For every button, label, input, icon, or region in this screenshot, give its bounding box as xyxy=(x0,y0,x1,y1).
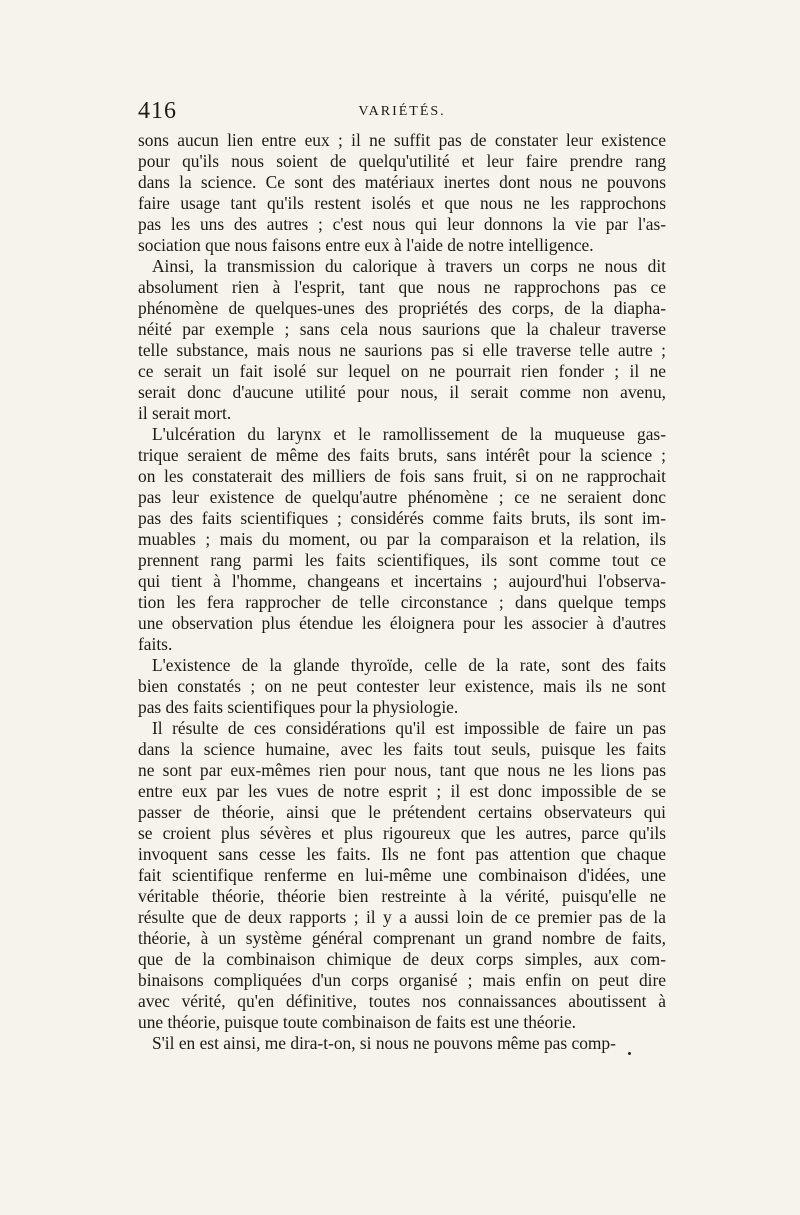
text-line: faire usage tant qu'ils restent isolés et que nous ne les rapprochons xyxy=(138,193,666,213)
page-number: 416 xyxy=(138,98,177,124)
paragraph xyxy=(138,1033,666,1054)
paragraph xyxy=(138,655,666,718)
text-line: avec vérité, qu'en définitive, toutes nos connaissances aboutissent à xyxy=(138,991,666,1011)
text-line: L'ulcération du larynx et le ramollissement de la muqueuse gas- xyxy=(152,424,666,444)
text-line: résulte que de deux rapports ; il y a aussi loin de ce premier pas de la xyxy=(138,907,666,927)
text-line: passer de théorie, ainsi que le prétendent certains observateurs qui xyxy=(138,802,666,822)
text-line: pas les uns des autres ; c'est nous qui leur donnons la vie par l'as- xyxy=(138,214,666,234)
text-line: pas des faits scientifiques pour la physiologie. xyxy=(138,697,459,717)
text-line: dans la science humaine, avec les faits tout seuls, puisque les faits xyxy=(138,739,666,759)
text-line: sociation que nous faisons entre eux à l'aide de notre intelligence. xyxy=(138,235,594,255)
text-line: qui tient à l'homme, changeans et incertains ; aujourd'hui l'observa- xyxy=(138,571,666,591)
text-line: pas leur existence de quelqu'autre phénomène ; ce ne seraient donc xyxy=(138,487,666,507)
text-line: phénomène de quelques-unes des propriétés des corps, de la diapha- xyxy=(138,298,666,318)
text-line: il serait mort. xyxy=(138,403,232,423)
text-line: véritable théorie, théorie bien restreinte à la vérité, puisqu'elle ne xyxy=(138,886,666,906)
text-line: se croient plus sévères et plus rigoureux que les autres, parce qu'ils xyxy=(138,823,666,843)
page-header xyxy=(138,96,666,126)
text-line: L'existence de la glande thyroïde, celle de la rate, sont des faits xyxy=(152,655,666,675)
text-line: une théorie, puisque toute combinaison de faits est une théorie. xyxy=(138,1012,577,1032)
text-line: dans la science. Ce sont des matériaux inertes dont nous ne pouvons xyxy=(138,172,666,192)
paragraph xyxy=(138,718,666,1033)
text-line: fait scientifique renferme en lui-même une combinaison d'idées, une xyxy=(138,865,666,885)
text-line: ne sont par eux-mêmes rien pour nous, tant que nous ne les lions pas xyxy=(138,760,666,780)
paragraph xyxy=(138,130,666,256)
text-line: trique seraient de même des faits bruts, sans intérêt pour la science ; xyxy=(138,445,666,465)
body-text xyxy=(138,130,666,1054)
print-mark xyxy=(628,1052,631,1055)
text-line: sons aucun lien entre eux ; il ne suffit pas de constater leur existence xyxy=(138,130,666,150)
text-line: pas des faits scientifiques ; considérés comme faits bruts, ils sont im- xyxy=(138,508,666,528)
text-line: on les constaterait des milliers de fois sans fruit, si on ne rapprochait xyxy=(138,466,666,486)
text-line: entre eux par les vues de notre esprit ; il est donc impossible de se xyxy=(138,781,666,801)
text-line: invoquent sans cesse les faits. Ils ne font pas attention que chaque xyxy=(138,844,666,864)
running-head: VARIÉTÉS. xyxy=(358,104,446,119)
text-line: absolument rien à l'esprit, tant que nous ne rapprochons pas ce xyxy=(138,277,666,297)
text-line: pour qu'ils nous soient de quelqu'utilité et leur faire prendre rang xyxy=(138,151,666,171)
text-line: bien constatés ; on ne peut contester leur existence, mais ils ne sont xyxy=(138,676,666,696)
text-line: prennent rang parmi les faits scientifiques, ils sont comme tout ce xyxy=(138,550,666,570)
paragraph xyxy=(138,424,666,655)
text-line: Il résulte de ces considérations qu'il est impossible de faire un pas xyxy=(152,718,666,738)
text-line: une observation plus étendue les éloignera pour les associer à d'autres xyxy=(138,613,666,633)
text-line: S'il en est ainsi, me dira-t-on, si nous ne pouvons même pas comp- xyxy=(152,1033,616,1053)
text-line: ce serait un fait isolé sur lequel on ne pourrait rien fonder ; il ne xyxy=(138,361,666,381)
text-line: tion les fera rapprocher de telle circonstance ; dans quelque temps xyxy=(138,592,666,612)
text-line: binaisons compliquées d'un corps organisé ; mais enfin on peut dire xyxy=(138,970,666,990)
text-line: Ainsi, la transmission du calorique à travers un corps ne nous dit xyxy=(152,256,666,276)
text-line: théorie, à un système général comprenant un grand nombre de faits, xyxy=(138,928,666,948)
paragraph xyxy=(138,256,666,424)
text-line: que de la combinaison chimique de deux corps simples, aux com- xyxy=(138,949,666,969)
text-line: néité par exemple ; sans cela nous saurions que la chaleur traverse xyxy=(138,319,666,339)
text-line: muables ; mais du moment, ou par la comparaison et la relation, ils xyxy=(138,529,666,549)
text-line: faits. xyxy=(138,634,173,654)
text-line: telle substance, mais nous ne saurions pas si elle traverse telle autre ; xyxy=(138,340,666,360)
text-line: serait donc d'aucune utilité pour nous, il serait comme non avenu, xyxy=(138,382,666,402)
